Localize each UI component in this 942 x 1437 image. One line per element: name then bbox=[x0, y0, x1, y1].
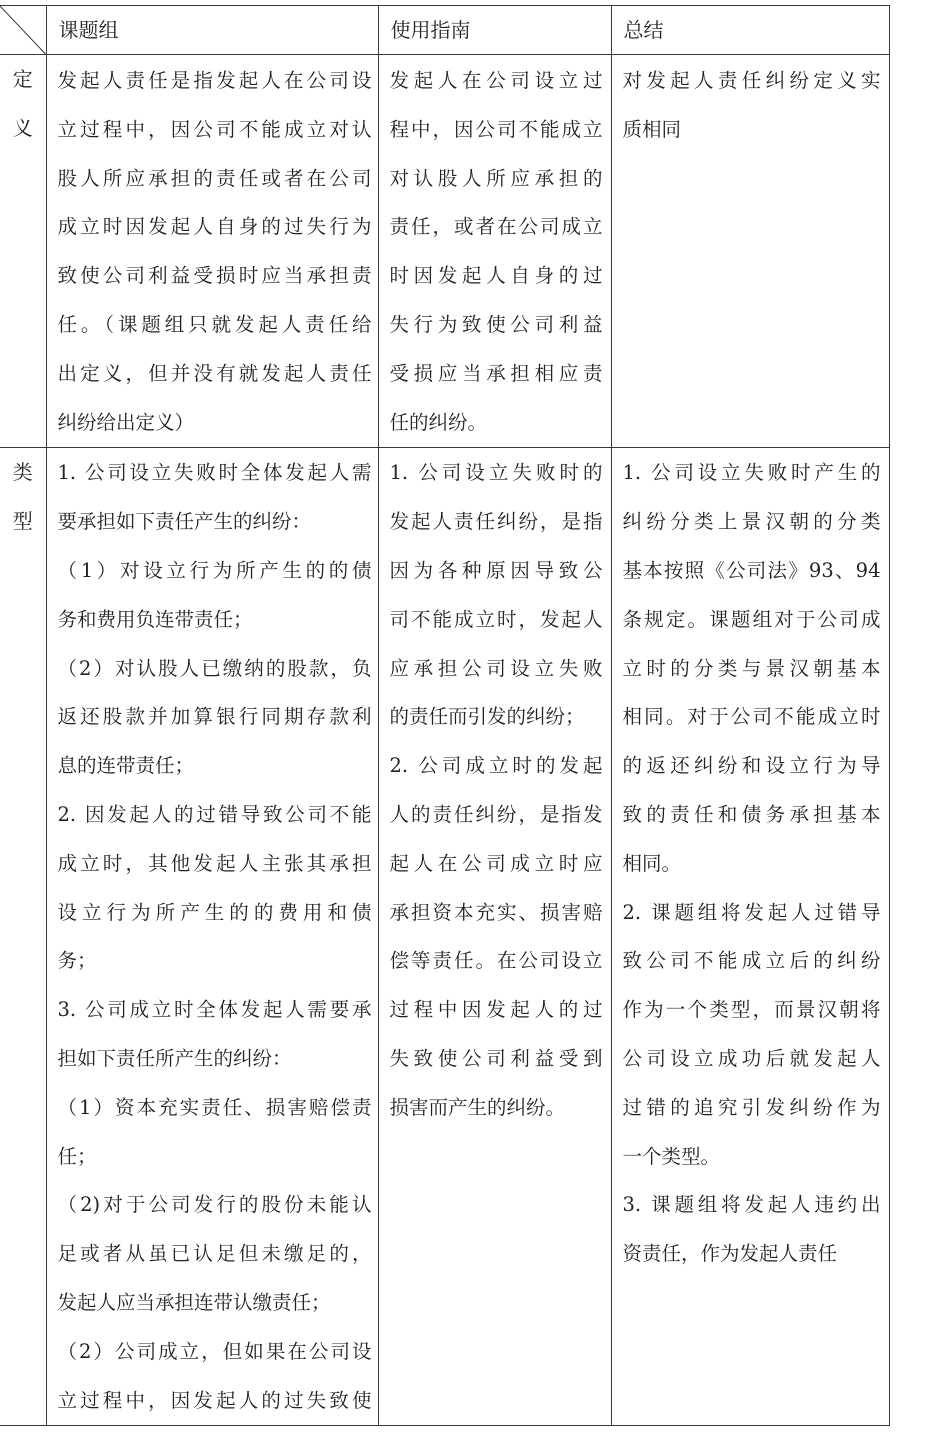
cell-line: 返还股款并加算银行同期存款利 bbox=[57, 705, 372, 729]
table-cell bbox=[611, 448, 889, 1426]
cell-text bbox=[379, 55, 611, 447]
cell-text bbox=[612, 448, 889, 1279]
cell-line: 成立时因发起人自身的过失行为 bbox=[57, 215, 372, 239]
cell-line: 立时的分类与景汉朝基本 bbox=[622, 656, 881, 680]
cell-line: 发起人责任是指发起人在公司设 bbox=[57, 69, 372, 92]
cell-text bbox=[47, 55, 378, 447]
cell-line: 失致使公司利益受到 bbox=[389, 1046, 603, 1070]
cell-line: 致使公司利益受损时应当承担责 bbox=[57, 264, 372, 288]
cell-line: 担如下责任所产生的纠纷： bbox=[57, 1046, 292, 1070]
row-label-cell bbox=[0, 448, 46, 1426]
table-cell bbox=[46, 448, 378, 1426]
row-label-char: 类 bbox=[12, 460, 33, 485]
cell-line: 偿等责任。在公司设立 bbox=[389, 949, 603, 973]
cell-line: 时因发起人自身的过 bbox=[389, 264, 603, 288]
cell-line: 受损应当承担相应责 bbox=[389, 361, 603, 385]
row-label-char: 定 bbox=[12, 67, 33, 91]
cell-line: （2）对认股人已缴纳的股款，负 bbox=[57, 656, 372, 680]
header-label: 使用指南 bbox=[390, 18, 471, 42]
table-cell bbox=[378, 55, 611, 448]
cell-line: 3. 公司成立时全体发起人需要承 bbox=[57, 998, 372, 1022]
cell-line: 要承担如下责任产生的纠纷： bbox=[57, 510, 312, 534]
cell-line: 致的责任和债务承担基本 bbox=[622, 802, 881, 826]
cell-line: 公司设立成功后就发起人 bbox=[622, 1046, 881, 1070]
table-row-type bbox=[0, 448, 889, 1426]
header-row bbox=[0, 6, 889, 55]
header-cell-group bbox=[46, 6, 378, 55]
comparison-table bbox=[0, 5, 890, 1426]
header-label: 课题组 bbox=[58, 18, 119, 42]
cell-line: 相同。 bbox=[622, 851, 682, 875]
cell-line: 过错的追究引发纠纷作为 bbox=[622, 1095, 881, 1119]
table-cell bbox=[378, 448, 611, 1426]
cell-line: 过程中因发起人的过 bbox=[389, 998, 603, 1022]
cell-line: 出定义，但并没有就发起人责任 bbox=[57, 361, 372, 385]
cell-line: 3. 课题组将发起人违约出 bbox=[622, 1193, 881, 1217]
row-label-char: 义 bbox=[12, 116, 33, 140]
cell-line: （1）对设立行为所产生的的债 bbox=[57, 558, 372, 582]
cell-line: 承担资本充实、损害赔 bbox=[389, 900, 603, 924]
cell-line: 股人所应承担的责任或者在公司 bbox=[57, 166, 372, 190]
cell-line: 资责任，作为发起人责任 bbox=[622, 1242, 838, 1266]
cell-line: 成立时，其他发起人主张其承担 bbox=[57, 851, 372, 875]
table-cell bbox=[611, 55, 889, 448]
cell-line: 2. 因发起人的过错导致公司不能 bbox=[57, 802, 372, 826]
cell-line: 2. 课题组将发起人过错导 bbox=[622, 900, 881, 924]
cell-line: 2. 公司成立时的发起 bbox=[389, 754, 603, 778]
corner-cell bbox=[0, 6, 46, 55]
row-label bbox=[0, 55, 46, 153]
cell-line: 应承担公司设立失败 bbox=[389, 656, 603, 680]
header-cell-guide bbox=[378, 6, 611, 55]
cell-line: 立过程中，因公司不能成立对认 bbox=[57, 117, 372, 141]
cell-line: 立过程中，因发起人的过失致使 bbox=[57, 1388, 372, 1412]
cell-line: 一个类型。 bbox=[622, 1144, 721, 1168]
cell-line: 作为一个类型，而景汉朝将 bbox=[622, 998, 881, 1022]
cell-line: 失行为致使公司利益 bbox=[389, 312, 603, 336]
table-cell bbox=[46, 55, 378, 448]
cell-line: 任的纠纷。 bbox=[389, 410, 488, 434]
cell-line: 的责任而引发的纠纷； bbox=[389, 705, 585, 729]
header-label: 总结 bbox=[623, 18, 664, 42]
cell-line: 程中，因公司不能成立 bbox=[389, 117, 603, 141]
cell-line: 条规定。课题组对于公司成 bbox=[622, 607, 881, 631]
cell-line: 致公司不能成立后的纠纷 bbox=[622, 949, 881, 973]
cell-line: 人的责任纠纷，是指发 bbox=[389, 802, 603, 826]
row-label-cell bbox=[0, 55, 46, 448]
cell-line: 责任，或者在公司成立 bbox=[389, 215, 603, 239]
cell-line: 1. 公司设立失败时全体发起人需 bbox=[57, 461, 372, 485]
cell-line: 1. 公司设立失败时的 bbox=[389, 461, 603, 485]
cell-text bbox=[612, 55, 889, 155]
cell-line: 纠纷给出定义） bbox=[57, 410, 195, 434]
cell-line: （2）公司成立，但如果在公司设 bbox=[57, 1339, 372, 1363]
cell-line: 基本按照《公司法》93、94 bbox=[622, 558, 881, 582]
cell-line: 设立行为所产生的的费用和债 bbox=[57, 900, 372, 924]
cell-line: 的返还纠纷和设立行为导 bbox=[622, 754, 881, 778]
cell-text bbox=[379, 448, 611, 1132]
cell-line: 发起人在公司设立过 bbox=[389, 69, 603, 92]
cell-line: 务和费用负连带责任； bbox=[57, 607, 253, 631]
row-label bbox=[0, 448, 46, 546]
cell-line: 起人在公司成立时应 bbox=[389, 851, 603, 875]
cell-line: 务； bbox=[57, 949, 97, 973]
table-row-definition bbox=[0, 55, 889, 448]
cell-line: 质相同 bbox=[622, 117, 682, 141]
cell-line: 任； bbox=[57, 1144, 97, 1168]
cell-line: 对发起人责任纠纷定义实 bbox=[622, 69, 881, 92]
cell-line: 足或者从虽已认足但未缴足的， bbox=[57, 1242, 372, 1266]
cell-line: 相同。对于公司不能成立时 bbox=[622, 705, 881, 729]
header-cell-summary bbox=[611, 6, 889, 55]
cell-line: 息的连带责任； bbox=[57, 754, 195, 778]
cell-line: 损害而产生的纠纷。 bbox=[389, 1095, 566, 1119]
diagonal-line bbox=[0, 6, 46, 54]
cell-line: （1）资本充实责任、损害赔偿责 bbox=[57, 1095, 372, 1119]
cell-line: 发起人应当承担连带认缴责任； bbox=[57, 1290, 331, 1314]
cell-text bbox=[47, 448, 378, 1425]
cell-line: 纠纷分类上景汉朝的分类 bbox=[622, 510, 881, 534]
cell-line: 因为各种原因导致公 bbox=[389, 558, 603, 582]
cell-line: 司不能成立时，发起人 bbox=[389, 607, 603, 631]
cell-line: 任。（课题组只就发起人责任给 bbox=[57, 312, 372, 336]
row-label-char: 型 bbox=[12, 509, 33, 534]
cell-line: 发起人责任纠纷，是指 bbox=[389, 510, 603, 534]
cell-line: 1. 公司设立失败时产生的 bbox=[622, 461, 881, 485]
cell-line: （2)对于公司发行的股份未能认 bbox=[57, 1193, 372, 1217]
cell-line: 对认股人所应承担的 bbox=[389, 166, 603, 190]
